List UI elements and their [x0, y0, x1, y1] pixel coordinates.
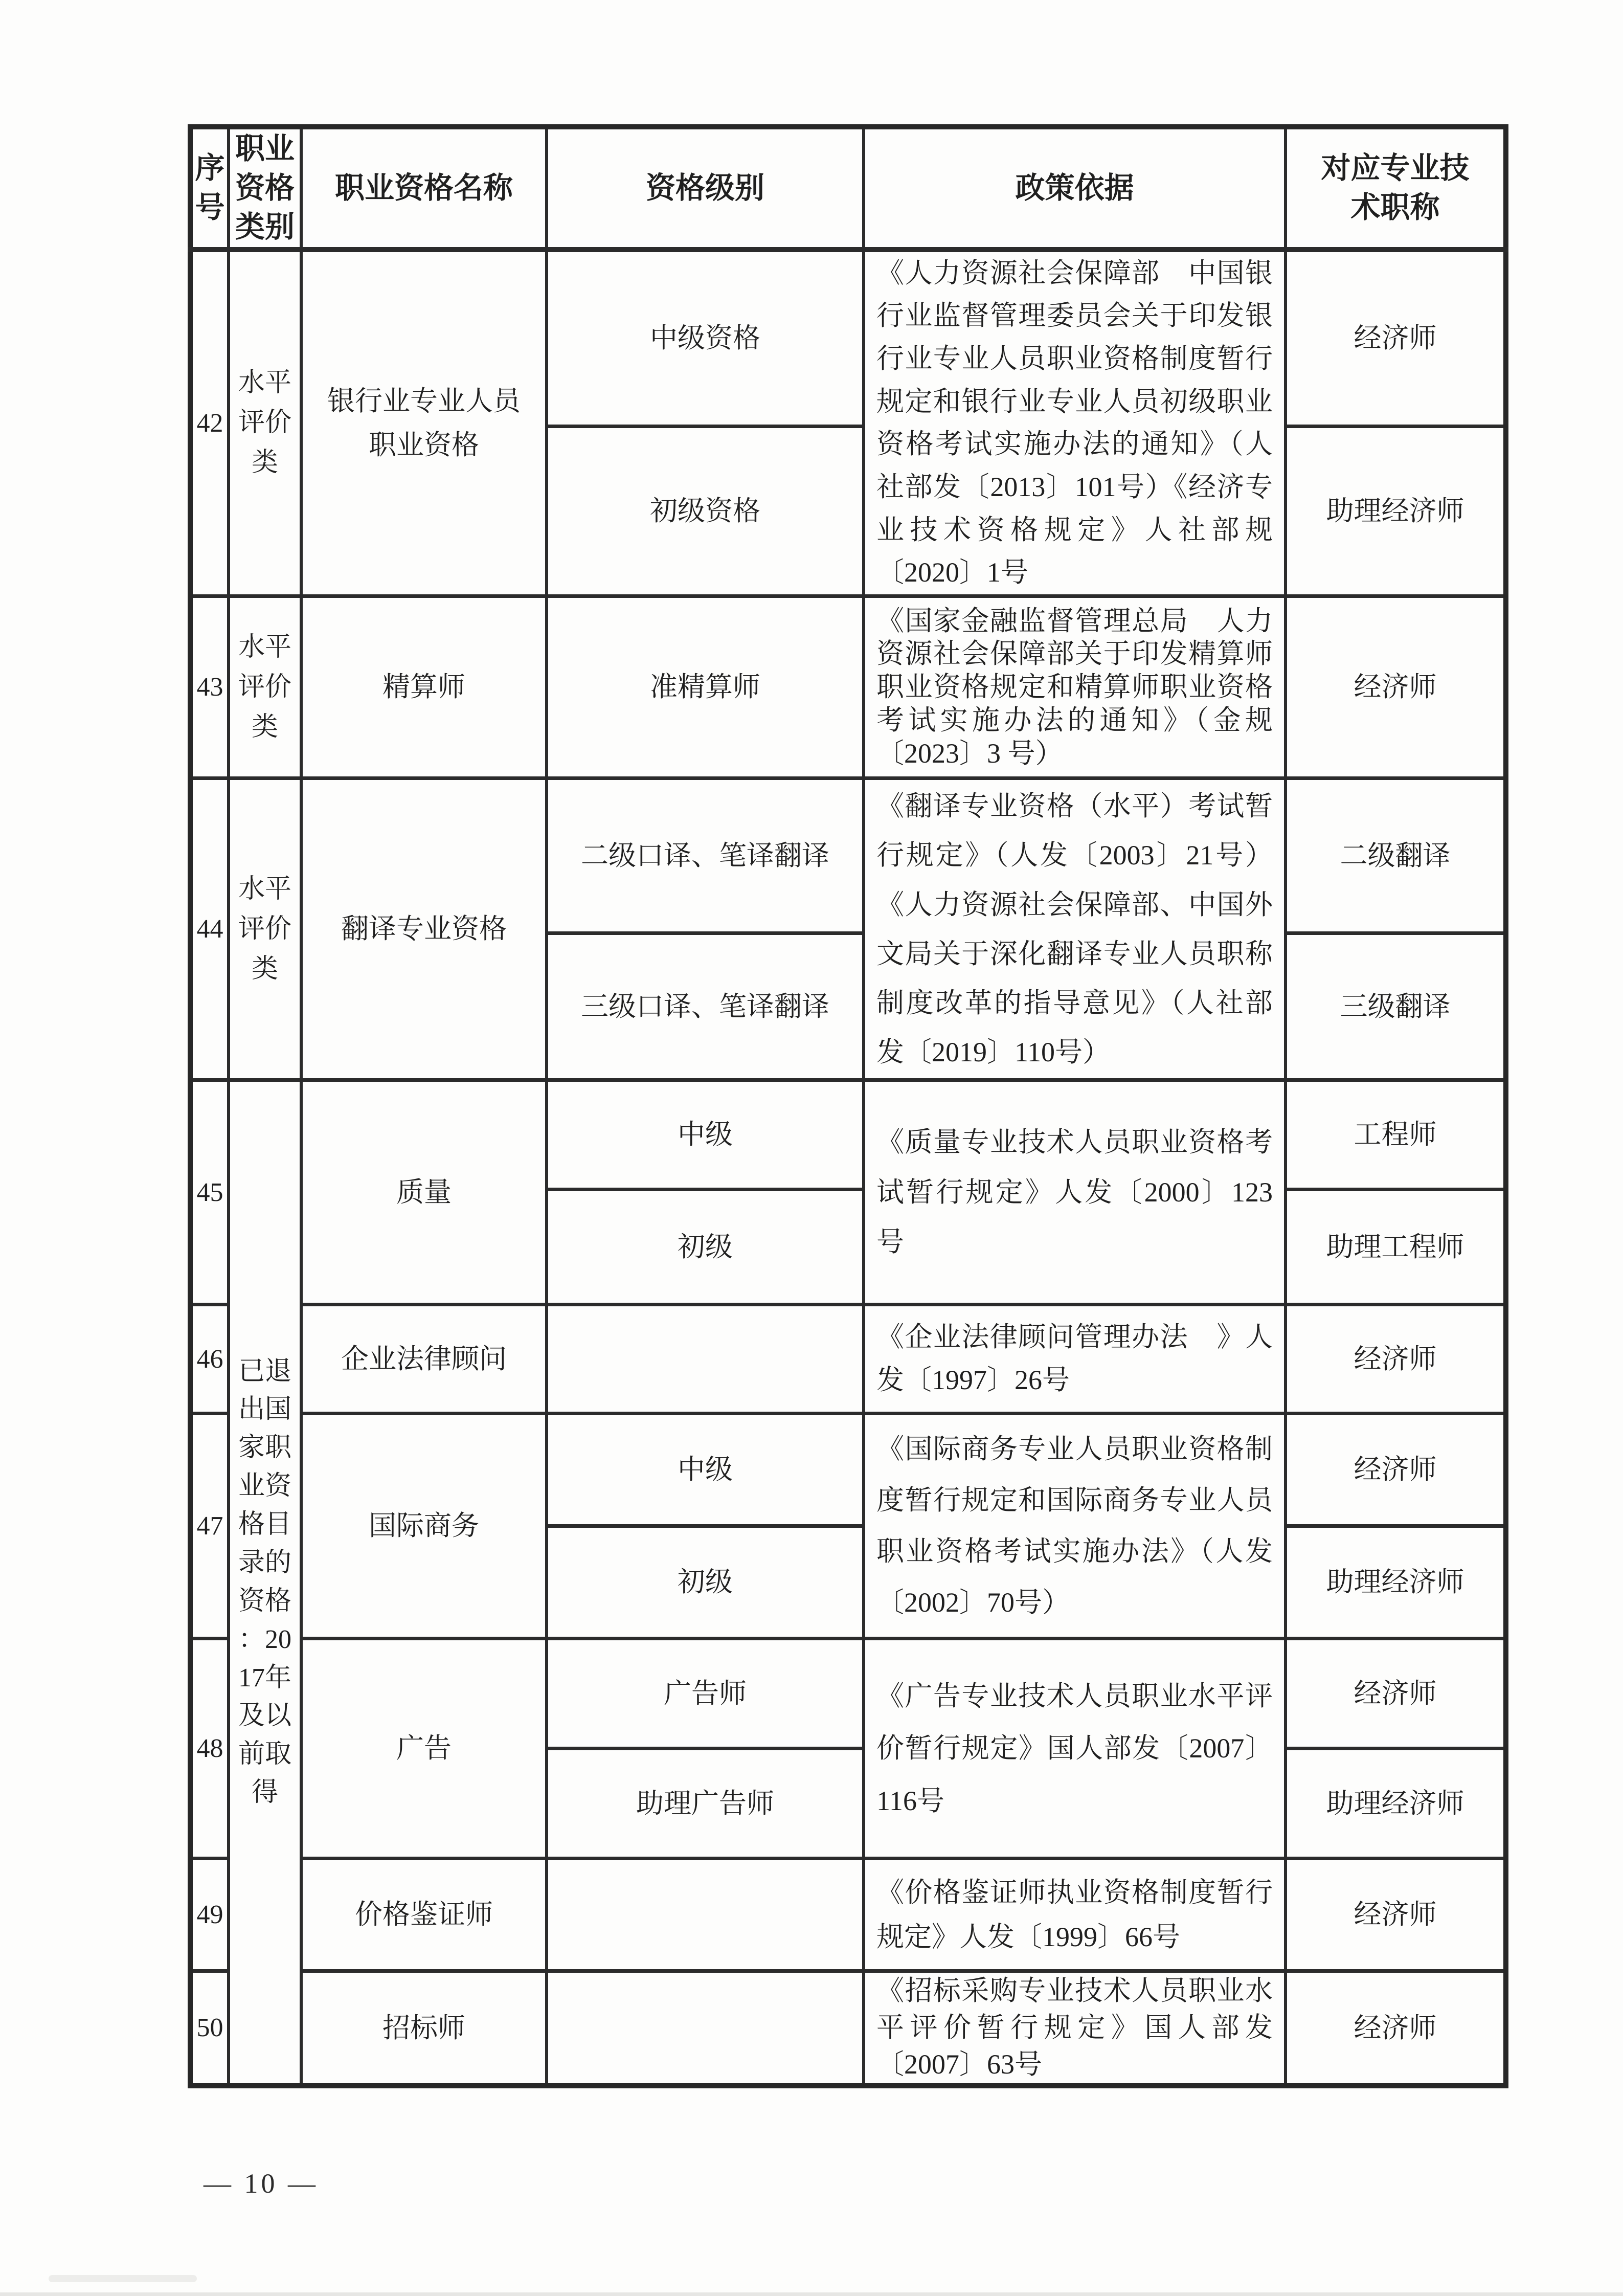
cell-level-47-junior: 初级 [547, 1526, 864, 1639]
cell-level-42-mid: 中级资格 [547, 250, 864, 427]
cell-no-48: 48 [190, 1639, 229, 1859]
cell-title-46: 经济师 [1286, 1305, 1506, 1414]
cell-name-47: 国际商务 [301, 1414, 547, 1639]
cell-level-45-mid: 中级 [547, 1080, 864, 1190]
cell-policy-42: 《人力资源社会保障部 中国银行业监督管理委员会关于印发银行业专业人员职业资格制度暂行规定和银行业专业人员初级职业资格考试实施办法的通知》（人社部发〔2013〕101号）《经济专业技术资格规定》人社部规〔2020〕1号 [864, 250, 1286, 596]
cell-policy-46: 《企业法律顾问管理办法 》人发〔1997〕26号 [864, 1305, 1286, 1414]
scan-artifact [49, 2275, 197, 2282]
cell-no-50: 50 [190, 1971, 229, 2086]
header-category: 职业资格类别 [229, 127, 301, 250]
qualification-table [188, 124, 1508, 2088]
cell-level-46 [547, 1305, 864, 1414]
cell-level-44-l3: 三级口译、笔译翻译 [547, 933, 864, 1080]
cell-category-42: 水平评价类 [229, 250, 301, 596]
cell-policy-47: 《国际商务专业人员职业资格制度暂行规定和国际商务专业人员职业资格考试实施办法》（人发〔2002〕70号） [864, 1414, 1286, 1639]
cell-no-44: 44 [190, 778, 229, 1080]
cell-level-49 [547, 1859, 864, 1971]
cell-no-49: 49 [190, 1859, 229, 1971]
scan-edge-artifact [0, 2292, 1623, 2296]
cell-name-46: 企业法律顾问 [301, 1305, 547, 1414]
cell-name-44: 翻译专业资格 [301, 778, 547, 1080]
cell-title-49: 经济师 [1286, 1859, 1506, 1971]
table-row [190, 778, 1506, 933]
cell-policy-49: 《价格鉴证师执业资格制度暂行规定》人发〔1999〕66号 [864, 1859, 1286, 1971]
cell-policy-45: 《质量专业技术人员职业资格考试暂行规定》人发〔2000〕123号 [864, 1080, 1286, 1305]
cell-level-47-mid: 中级 [547, 1414, 864, 1526]
cell-title-47-junior: 助理经济师 [1286, 1526, 1506, 1639]
cell-title-47-mid: 经济师 [1286, 1414, 1506, 1526]
cell-level-50 [547, 1971, 864, 2086]
cell-level-42-junior: 初级资格 [547, 426, 864, 596]
cell-category-43: 水平评价类 [229, 596, 301, 778]
cell-level-45-junior: 初级 [547, 1190, 864, 1305]
table-row [190, 1305, 1506, 1414]
cell-level-48-assistant: 助理广告师 [547, 1749, 864, 1859]
header-level: 资格级别 [547, 127, 864, 250]
cell-level-43: 准精算师 [547, 596, 864, 778]
cell-no-47: 47 [190, 1414, 229, 1639]
cell-title-44-l2: 二级翻译 [1286, 778, 1506, 933]
cell-title-44-l3: 三级翻译 [1286, 933, 1506, 1080]
cell-name-45: 质量 [301, 1080, 547, 1305]
cell-no-42: 42 [190, 250, 229, 596]
cell-title-50: 经济师 [1286, 1971, 1506, 2086]
table-header-row [190, 127, 1506, 250]
table-row [190, 1971, 1506, 2086]
table-row [190, 1080, 1506, 1190]
cell-no-46: 46 [190, 1305, 229, 1414]
cell-no-43: 43 [190, 596, 229, 778]
cell-title-45-mid: 工程师 [1286, 1080, 1506, 1190]
cell-policy-48: 《广告专业技术人员职业水平评价暂行规定》国人部发〔2007〕116号 [864, 1639, 1286, 1859]
header-no: 序号 [190, 127, 229, 250]
page-number: — 10 — [204, 2168, 319, 2199]
cell-title-42-mid: 经济师 [1286, 250, 1506, 427]
cell-policy-43: 《国家金融监督管理总局 人力资源社会保障部关于印发精算师职业资格规定和精算师职业资格考试实施办法的通知》（金规〔2023〕3 号） [864, 596, 1286, 778]
cell-level-48-senior: 广告师 [547, 1639, 864, 1749]
header-title: 对应专业技术职称 [1286, 127, 1506, 250]
cell-category-44: 水平评价类 [229, 778, 301, 1080]
cell-policy-44: 《翻译专业资格（水平）考试暂行规定》（人发〔2003〕21号）《人力资源社会保障部、中国外文局关于深化翻译专业人员职称制度改革的指导意见》（人社部发〔2019〕110号） [864, 778, 1286, 1080]
cell-level-44-l2: 二级口译、笔译翻译 [547, 778, 864, 933]
cell-title-45-junior: 助理工程师 [1286, 1190, 1506, 1305]
cell-title-42-junior: 助理经济师 [1286, 426, 1506, 596]
cell-policy-50: 《招标采购专业技术人员职业水平评价暂行规定》国人部发〔2007〕63号 [864, 1971, 1286, 2086]
cell-title-43: 经济师 [1286, 596, 1506, 778]
table-row [190, 596, 1506, 778]
table-row [190, 1859, 1506, 1971]
cell-name-48: 广告 [301, 1639, 547, 1859]
cell-name-50: 招标师 [301, 1971, 547, 2086]
table-row [190, 1639, 1506, 1749]
header-name: 职业资格名称 [301, 127, 547, 250]
cell-category-45-50: 已退出国家职业资格目录的资格：2017年及以前取得 [229, 1080, 301, 2086]
cell-title-48-senior: 经济师 [1286, 1639, 1506, 1749]
header-policy: 政策依据 [864, 127, 1286, 250]
cell-no-45: 45 [190, 1080, 229, 1305]
cell-name-43: 精算师 [301, 596, 547, 778]
cell-name-49: 价格鉴证师 [301, 1859, 547, 1971]
table-row [190, 250, 1506, 427]
table-row [190, 1414, 1506, 1526]
cell-name-42: 银行业专业人员职业资格 [301, 250, 547, 596]
cell-title-48-assistant: 助理经济师 [1286, 1749, 1506, 1859]
